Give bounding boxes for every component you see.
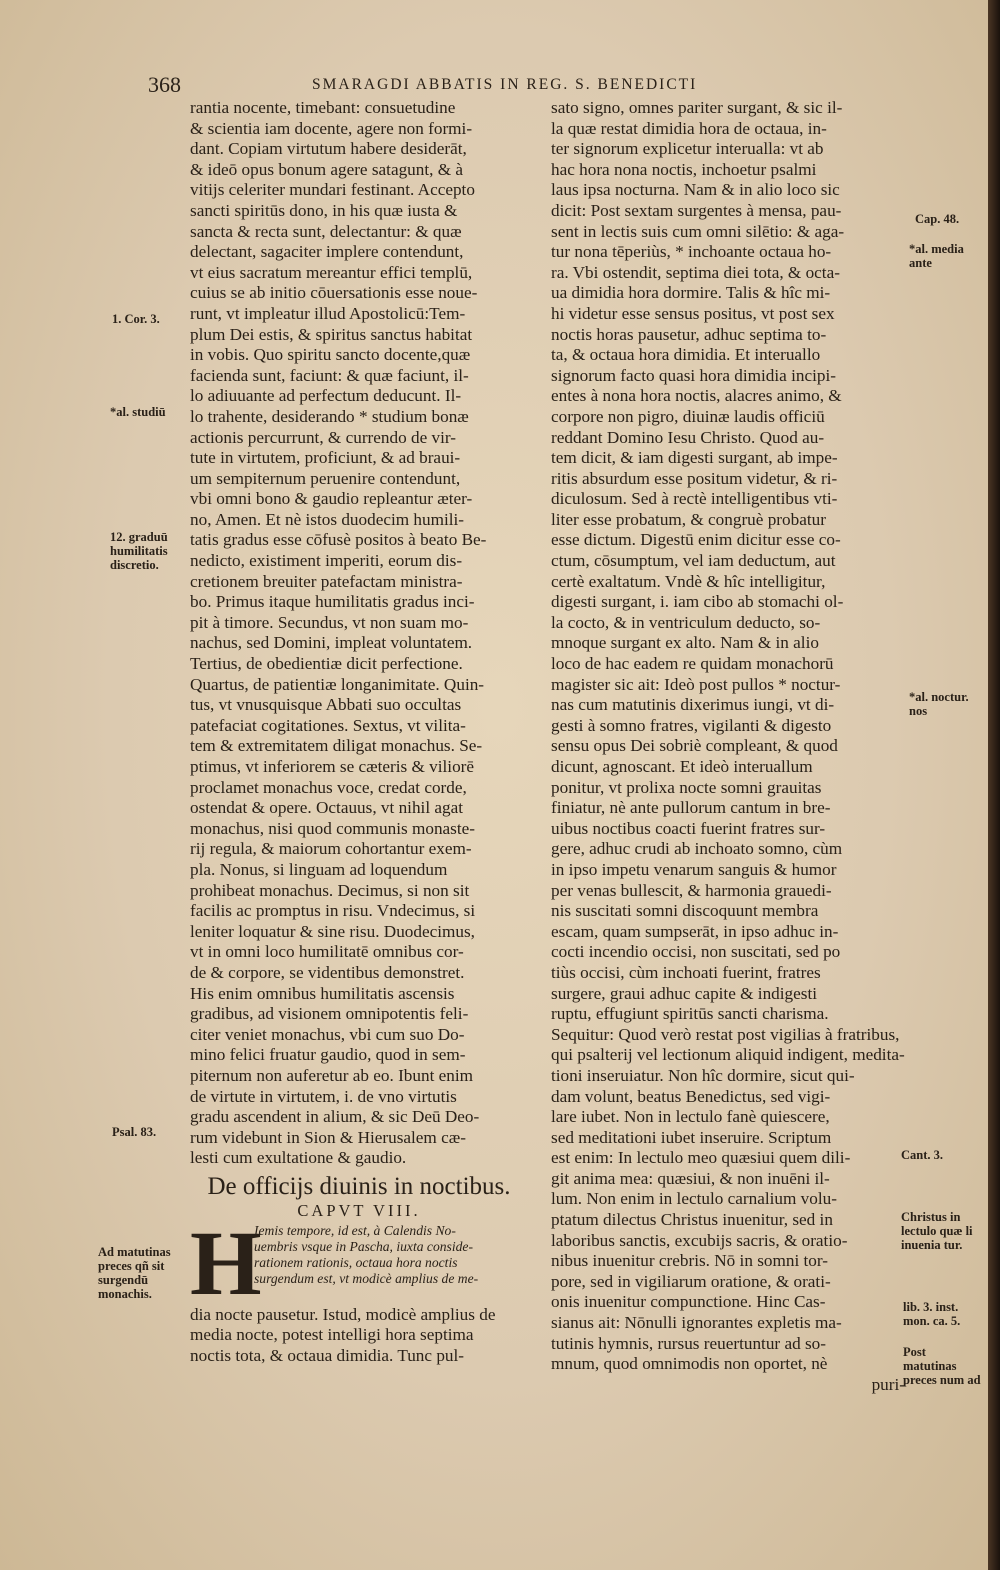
text-line: sensu opus Dei sobriè compleant, & quod bbox=[551, 736, 838, 756]
text-line: laus ipsa nocturna. Nam & in alio loco sic bbox=[551, 180, 840, 200]
drop-cap-italic-lines bbox=[254, 1223, 528, 1288]
text-line: facienda sunt, faciunt: & quæ faciunt, il- bbox=[190, 365, 469, 385]
margin-note-1cor: 1. Cor. 3. bbox=[112, 312, 160, 326]
text-line: vt in omni loco humilitatē omnibus cor- bbox=[190, 942, 464, 962]
chapter-title: De officijs diuinis in noctibus. bbox=[207, 1172, 511, 1200]
text-line: vitijs celeriter mundari festinant. Accepto bbox=[190, 180, 475, 200]
text-line: tem dicit, & iam digesti surgant, ab impe- bbox=[551, 448, 838, 468]
text-line: delectant, sagaciter implere contendunt, bbox=[190, 242, 464, 262]
text-line: diculosum. Sed à rectè intelligentibus vti- bbox=[551, 489, 838, 509]
text-line: gesti à somno fratres, vigilanti & digesto bbox=[551, 715, 832, 735]
text-line: in vobis. Quo spiritu sancto docente,quæ bbox=[190, 345, 471, 365]
margin-note-christus: Christus in lectulo quæ li inuenia tur. bbox=[901, 1210, 973, 1252]
text-line: la cocto, & in ventriculum deducto, so- bbox=[551, 612, 821, 632]
catchword-row bbox=[551, 1375, 905, 1396]
text-line: & ideō opus bonum agere satagunt, & à bbox=[190, 159, 464, 179]
text-line: sianus ait: Nōnulli ignorantes expletis ma- bbox=[551, 1313, 842, 1333]
text-line: lo trahente, desiderando * studium bonæ bbox=[190, 406, 469, 426]
text-line: ponitur, vt prolixa nocte somni grauitas bbox=[551, 777, 822, 797]
text-line: dam volunt, beatus Benedictus, sed vigi- bbox=[551, 1086, 831, 1106]
page-number: 368 bbox=[148, 72, 181, 97]
text-line: plum Dei estis, & spiritus sanctus habitat bbox=[190, 324, 473, 344]
text-line: esse dictum. Digestū enim dicitur esse co- bbox=[551, 530, 841, 550]
text-line: lesti cum exultatione & gaudio. bbox=[190, 1148, 407, 1168]
left-text-column bbox=[190, 98, 528, 1367]
text-line: dicit: Post sextam surgentes à mensa, pau- bbox=[551, 200, 842, 220]
drop-cap-letter: H bbox=[190, 1211, 262, 1314]
text-line: tur nona tēperiùs, * inchoante octaua ho- bbox=[551, 242, 832, 262]
text-line: est enim: In lectulo meo quæsiui quem dili- bbox=[551, 1148, 851, 1168]
chapter-opening-continued bbox=[190, 1305, 528, 1367]
italic-text-line: surgendum est, vt modicè amplius de me- bbox=[254, 1271, 479, 1287]
text-line: mnoque surgant ex alto. Nam & in alio bbox=[551, 633, 819, 653]
text-line: sancta & recta sunt, delectantur: & quæ bbox=[190, 221, 462, 241]
text-line: in ipso impetu venarum sanguis & humor bbox=[551, 859, 837, 879]
margin-note-post-matutinas: Post matutinas preces num ad bbox=[903, 1345, 981, 1387]
text-line: ta, & octaua hora dimidia. Et interuallo bbox=[551, 345, 821, 365]
text-line: pore, sed in vigiliarum oratione, & orati- bbox=[551, 1271, 831, 1291]
text-line: nedicto, existiment imperiti, eorum dis- bbox=[190, 551, 463, 571]
margin-note-lib3: lib. 3. inst. mon. ca. 5. bbox=[903, 1300, 961, 1328]
text-line: ra. Vbi ostendit, septima diei tota, & octa- bbox=[551, 262, 840, 282]
text-line: mino felici fruatur gaudio, quod in sem- bbox=[190, 1045, 466, 1065]
text-line: citer veniet monachus, vbi cum suo Do- bbox=[190, 1024, 465, 1044]
text-line: signorum facto quasi hora dimidia incipi- bbox=[551, 365, 836, 385]
margin-note-media-ante: *al. media ante bbox=[909, 242, 964, 270]
text-line: leniter loquatur & sine risu. Duodecimus, bbox=[190, 921, 475, 941]
text-line: no, Amen. Et nè istos duodecim humili- bbox=[190, 509, 465, 529]
text-line: finiatur, nè ante pullorum cantum in bre- bbox=[551, 798, 831, 818]
text-line: ptatum dilectus Christus inuenitur, sed in bbox=[551, 1210, 833, 1230]
text-line: sato signo, omnes pariter surgant, & sic il- bbox=[551, 98, 843, 117]
text-line: Tertius, de obedientiæ dicit perfectione. bbox=[190, 654, 463, 674]
right-column-lines bbox=[551, 98, 905, 1375]
text-line: monachus, nisi quod communis monaste- bbox=[190, 818, 475, 838]
text-line: de virtute in virtutem, i. de vno virtutis bbox=[190, 1086, 457, 1106]
text-line: cocti incendio occisi, non suscitati, sed po bbox=[551, 942, 841, 962]
text-line: gradu ascendent in alium, & sic Deū Deo- bbox=[190, 1107, 480, 1127]
running-head-title: SMARAGDI ABBATIS IN REG. S. BENEDICTI bbox=[312, 76, 698, 93]
text-line: pla. Nonus, si linguam ad loquendum bbox=[190, 859, 448, 879]
text-line: gradibus, ad visionem omnipotentis feli- bbox=[190, 1004, 469, 1024]
left-column-lines bbox=[190, 98, 528, 1169]
text-line: dicunt, agnoscant. Et ideò interuallum bbox=[551, 757, 813, 776]
text-line: facilis ac promptus in risu. Vndecimus, si bbox=[190, 901, 476, 921]
text-line: entes à nona hora noctis, alacres animo, & bbox=[551, 386, 842, 406]
text-line: Quartus, de patientiæ longanimitate. Quin- bbox=[190, 674, 485, 694]
margin-note-psal: Psal. 83. bbox=[112, 1125, 157, 1139]
italic-text-line: Iemis tempore, id est, à Calendis No- bbox=[254, 1222, 456, 1238]
text-line: sent in lectis suis cum omni silētio: & aga- bbox=[551, 221, 845, 241]
catchword: puri- bbox=[871, 1374, 905, 1394]
text-line: patefaciat cogitationes. Sextus, vt vilita- bbox=[190, 715, 466, 735]
text-line: tioni inseruiatur. Non hîc dormire, sicut qui- bbox=[551, 1065, 855, 1085]
text-line: mnum, quod omnimodis non oportet, nè bbox=[551, 1354, 828, 1374]
margin-note-studium: *al. studiū bbox=[110, 405, 166, 419]
text-line: liter esse probatum, & congruè probatur bbox=[551, 509, 826, 529]
text-line: lum. Non enim in lectulo carnalium volu- bbox=[551, 1189, 837, 1209]
text-line: pit à timore. Secundus, vt non suam mo- bbox=[190, 612, 469, 632]
book-spine-edge bbox=[988, 0, 1000, 1570]
margin-note-cant3: Cant. 3. bbox=[901, 1148, 944, 1162]
text-line: sancti spiritūs dono, in his quæ iusta & bbox=[190, 200, 458, 220]
text-line: prohibeat monachus. Decimus, si non sit bbox=[190, 880, 470, 900]
text-line: tus, vt vnusquisque Abbati suo occultas bbox=[190, 695, 462, 715]
text-line: rum videbunt in Sion & Hierusalem cæ- bbox=[190, 1127, 466, 1147]
italic-text-line: uembris vsque in Pascha, iuxta conside- bbox=[254, 1239, 473, 1255]
text-line: Sequitur: Quod verò restat post vigilias à fratribus, bbox=[551, 1024, 900, 1044]
text-line: proclamet monachus voce, credat corde, bbox=[190, 777, 467, 797]
text-line: qui psalterij vel lectionum aliquid indigent, medita- bbox=[551, 1045, 905, 1065]
text-line: tatis gradus esse cōfusè positos à beato Be- bbox=[190, 530, 487, 550]
text-line: noctis horas pausetur, adhuc septima to- bbox=[551, 324, 827, 344]
text-line: sed meditationi iubet inseruire. Scriptum bbox=[551, 1127, 832, 1147]
text-line: His enim omnibus humilitatis ascensis bbox=[190, 983, 455, 1003]
text-line: cretionem breuiter patefactam ministra- bbox=[190, 571, 463, 591]
text-line: dant. Copiam virtutum habere desiderāt, bbox=[190, 139, 467, 159]
text-line: nachus, sed Domini, impleat voluntatem. bbox=[190, 633, 473, 653]
text-line: loco de hac eadem re quidam monachorū bbox=[551, 654, 834, 674]
text-line: hac hora nona noctis, inchoetur psalmi bbox=[551, 159, 817, 179]
text-line: magister sic ait: Ideò post pullos * noctur- bbox=[551, 674, 841, 694]
text-line: tutinis hymnis, rursus reuertuntur ad so- bbox=[551, 1333, 826, 1353]
text-line: vt eius sacratum mereantur effici templū, bbox=[190, 262, 473, 282]
margin-note-nocturnos: *al. noctur. nos bbox=[909, 690, 969, 718]
text-line: onis inuenitur compunctione. Hinc Cas- bbox=[551, 1292, 826, 1312]
text-line: ruptu, effugiunt spiritūs sancti charisma. bbox=[551, 1004, 829, 1024]
text-line: corpore non pigro, diuinæ laudis officiū bbox=[551, 406, 825, 426]
text-line: piternum non auferetur ab eo. Ibunt enim bbox=[190, 1065, 474, 1085]
text-line: surgere, graui adhuc capite & indigesti bbox=[551, 983, 818, 1003]
text-line: nibus inuenitur crebris. Nō in somni tor- bbox=[551, 1251, 829, 1271]
text-line: rantia nocente, timebant: consuetudine bbox=[190, 98, 456, 117]
text-line: ritis absurdum esse positum videtur, & ri- bbox=[551, 468, 838, 488]
text-line: la quæ restat dimidia hora de octaua, in- bbox=[551, 118, 827, 138]
text-line: git anima mea: quæsiui, & non inuēni il- bbox=[551, 1168, 830, 1188]
text-line: rij regula, & maiorum cohortantur exem- bbox=[190, 839, 472, 859]
text-line: certè exaltatum. Vndè & hîc intelligitur, bbox=[551, 571, 826, 591]
text-line: uibus noctibus coacti fuerint fratres sur- bbox=[551, 818, 826, 838]
text-line: runt, vt impleatur illud Apostolicū:Tem- bbox=[190, 303, 466, 323]
text-line: & scientia iam docente, agere non formi- bbox=[190, 118, 473, 138]
text-line: lare iubet. Non in lectulo fanè quiescere, bbox=[551, 1107, 830, 1127]
text-line: ostendat & opere. Octauus, vt nihil agat bbox=[190, 798, 464, 818]
margin-note-ad-matutinas: Ad matutinas preces qñ sit surgendū monachis. bbox=[98, 1245, 171, 1301]
text-line: de & corpore, se videntibus demonstret. bbox=[190, 962, 465, 982]
text-line: actionis percurrunt, & currendo de vir- bbox=[190, 427, 456, 447]
chapter-number: CAPVT VIII. bbox=[297, 1200, 421, 1220]
text-line: escam, quam sumpserāt, in ipso adhuc in- bbox=[551, 921, 839, 941]
text-line: media nocte, potest intelligi hora septima bbox=[190, 1325, 474, 1345]
text-line: lo adiuuante ad perfectum deducunt. Il- bbox=[190, 386, 462, 406]
text-line: ctum, cōsumptum, vel iam deductum, aut bbox=[551, 551, 836, 571]
right-text-column bbox=[551, 98, 905, 1395]
text-line: hi videtur esse sensus positus, vt post sex bbox=[551, 303, 835, 323]
text-line: bo. Primus itaque humilitatis gradus inci- bbox=[190, 592, 475, 612]
text-line: nis suscitati somni discoquunt membra bbox=[551, 901, 819, 921]
margin-note-gradus: 12. graduū humilitatis discretio. bbox=[110, 530, 168, 572]
text-line: gere, adhuc crudi ab inchoato somno, cùm bbox=[551, 839, 843, 859]
text-line: cuius se ab initio cōuersationis esse noue- bbox=[190, 283, 478, 303]
text-line: tute in virtutem, proficiunt, & ad braui- bbox=[190, 448, 461, 468]
text-line: laboribus sanctis, excubijs sacris, & oratio- bbox=[551, 1230, 848, 1250]
text-line: ter signorum explicetur interualla: vt ab bbox=[551, 139, 824, 159]
text-line: nas cum matutinis dixerimus iungi, vt di- bbox=[551, 695, 835, 715]
text-line: um sempiternum peruenire contendunt, bbox=[190, 468, 461, 488]
text-line: noctis tota, & octaua dimidia. Tunc pul- bbox=[190, 1346, 465, 1366]
text-line: reddant Domino Iesu Christo. Quod au- bbox=[551, 427, 825, 447]
margin-note-cap48: Cap. 48. bbox=[915, 212, 960, 226]
text-line: tem & extremitatem diligat monachus. Se- bbox=[190, 736, 483, 756]
italic-text-line: rationem rationis, octaua hora noctis bbox=[254, 1255, 458, 1271]
text-line: vbi omni bono & gaudio repleantur æter- bbox=[190, 489, 473, 509]
text-line: dia nocte pausetur. Istud, modicè amplius de bbox=[190, 1304, 496, 1324]
text-line: per venas bullescit, & harmonia grauedi- bbox=[551, 880, 832, 900]
text-line: ptimus, vt inferiorem se cæteris & viliorē bbox=[190, 757, 475, 776]
text-line: digesti surgant, i. iam cibo ab stomachi ol- bbox=[551, 592, 844, 612]
text-line: tiùs occisi, cùm inchoati fuerint, fratres bbox=[551, 962, 821, 982]
text-line: ua dimidia hora dormire. Talis & hîc mi- bbox=[551, 283, 831, 303]
